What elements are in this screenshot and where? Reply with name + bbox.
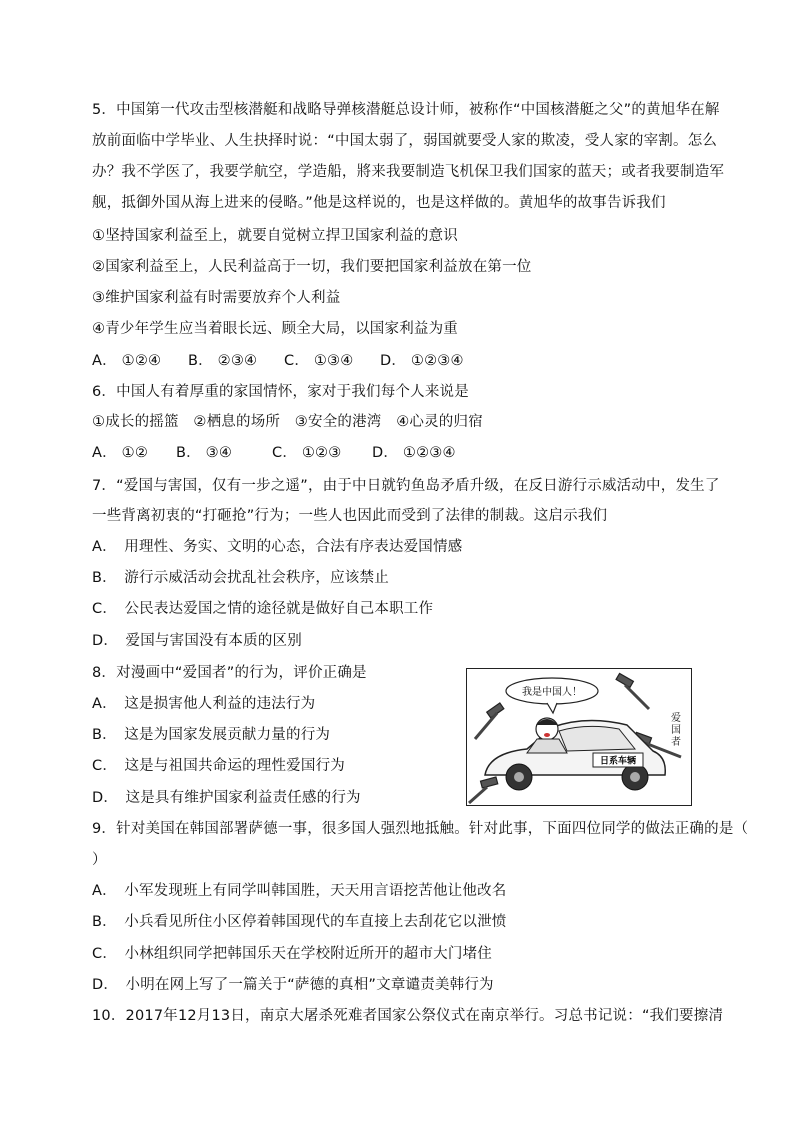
q8-option-b[interactable]: B． 这是为国家发展贡献力量的行为 <box>92 727 331 743</box>
q5-statement-1: ①坚持国家利益至上，就要自觉树立捍卫国家利益的意识 <box>92 228 458 244</box>
person-mouth <box>544 733 550 737</box>
q6-option-a[interactable]: A． ①② <box>92 445 149 461</box>
q8-option-c[interactable]: C． 这是与祖国共命运的理性爱国行为 <box>92 758 345 774</box>
q7-stem-line-2: 一些背离初衷的“打砸抢”行为；一些人也因此而受到了法律的制裁。这启示我们 <box>92 508 608 524</box>
bubble-text: 我是中国人！ <box>522 687 582 698</box>
hammer-icon <box>616 673 649 709</box>
q5-statement-2: ②国家利益至上，人民利益高于一切，我们要把国家利益放在第一位 <box>92 259 532 275</box>
q9-stem-line-2: ） <box>92 852 107 868</box>
q6-option-c[interactable]: C． ①②③ <box>272 445 342 461</box>
q5-option-c[interactable]: C． ①③④ <box>284 353 354 369</box>
q6-option-b[interactable]: B． ③④ <box>176 445 233 461</box>
q7-option-d[interactable]: D． 爱国与害国没有本质的区别 <box>92 633 302 649</box>
q5-stem-line-1: 5．中国第一代攻击型核潜艇和战略导弹核潜艇总设计师，被称作“中国核潜艇之父”的黄旭华在解 <box>92 102 720 118</box>
hammer-icon <box>475 703 504 739</box>
q7-option-c[interactable]: C． 公民表达爱国之情的途径就是做好自己本职工作 <box>92 601 434 617</box>
q8-option-a[interactable]: A． 这是损害他人利益的违法行为 <box>92 696 316 712</box>
q9-option-d[interactable]: D． 小明在网上写了一篇关于“萨德的真相”文章谴责美韩行为 <box>92 977 494 993</box>
car-hubcap <box>514 772 524 782</box>
q5-statement-4: ④青少年学生应当着眼长远、顾全大局，以国家利益为重 <box>92 321 458 337</box>
patriot-comic <box>466 668 692 806</box>
q5-option-a[interactable]: A． ①②④ <box>92 353 162 369</box>
q5-option-b[interactable]: B． ②③④ <box>188 353 258 369</box>
car-hubcap <box>630 772 640 782</box>
q5-stem-line-4: 舰，抵御外国从海上进来的侵略。”他是这样说的，也是这样做的。黄旭华的故事告诉我们 <box>92 195 666 211</box>
hammer-icon <box>469 777 498 803</box>
q5-option-d[interactable]: D． ①②③④ <box>380 353 464 369</box>
q7-option-a[interactable]: A． 用理性、务实、文明的心态，合法有序表达爱国情感 <box>92 539 463 555</box>
q9-option-a[interactable]: A． 小军发现班上有同学叫韩国胜，天天用言语挖苦他让他改名 <box>92 883 507 899</box>
q5-stem-line-2: 放前面临中学毕业、人生抉择时说：“中国太弱了，弱国就要受人家的欺凌，受人家的宰割。怎么 <box>92 133 718 149</box>
q8-option-d[interactable]: D． 这是具有维护国家利益责任感的行为 <box>92 790 361 806</box>
q9-option-c[interactable]: C． 小林组织同学把韩国乐天在学校附近所开的超市大门堵住 <box>92 946 492 962</box>
q7-option-b[interactable]: B． 游行示威活动会扰乱社会秩序，应该禁止 <box>92 570 389 586</box>
q5-statement-3: ③维护国家利益有时需要放弃个人利益 <box>92 290 341 306</box>
q5-options <box>92 351 464 371</box>
speech-bubble-tail <box>547 703 557 713</box>
q6-stem: 6．中国人有着厚重的家国情怀，家对于我们每个人来说是 <box>92 384 469 400</box>
q10-stem-line-1: 10．2017年12月13日，南京大屠杀死难者国家公祭仪式在南京举行。习总书记说：“我们要擦清 <box>92 1008 724 1024</box>
q6-statements: ①成长的摇篮 ②栖息的场所 ③安全的港湾 ④心灵的归宿 <box>92 414 483 430</box>
side-label-vertical: 爱国者 <box>671 713 681 748</box>
q9-stem-line-1: 9．针对美国在韩国部署萨德一事，很多国人强烈地抵触。针对此事，下面四位同学的做法正确的是（ <box>92 821 749 837</box>
q5-stem-line-3: 办？我不学医了，我要学航空，学造船，將来我要制造飞机保卫我们国家的蓝天；或者我要制造军 <box>92 164 725 180</box>
q7-stem-line-1: 7．“爱国与害国，仅有一步之遥”，由于中日就钓鱼岛矛盾升级，在反日游行示威活动中，发生了 <box>92 478 720 494</box>
car-label: 日系车辆 <box>599 756 637 767</box>
q9-option-b[interactable]: B． 小兵看见所住小区停着韩国现代的车直接上去刮花它以泄愤 <box>92 914 507 930</box>
comic-drawing <box>467 669 691 805</box>
q8-stem: 8．对漫画中“爱国者”的行为，评价正确是 <box>92 665 367 681</box>
q6-options <box>92 443 456 463</box>
q6-option-d[interactable]: D． ①②③④ <box>372 445 456 461</box>
person-hair <box>536 719 558 725</box>
